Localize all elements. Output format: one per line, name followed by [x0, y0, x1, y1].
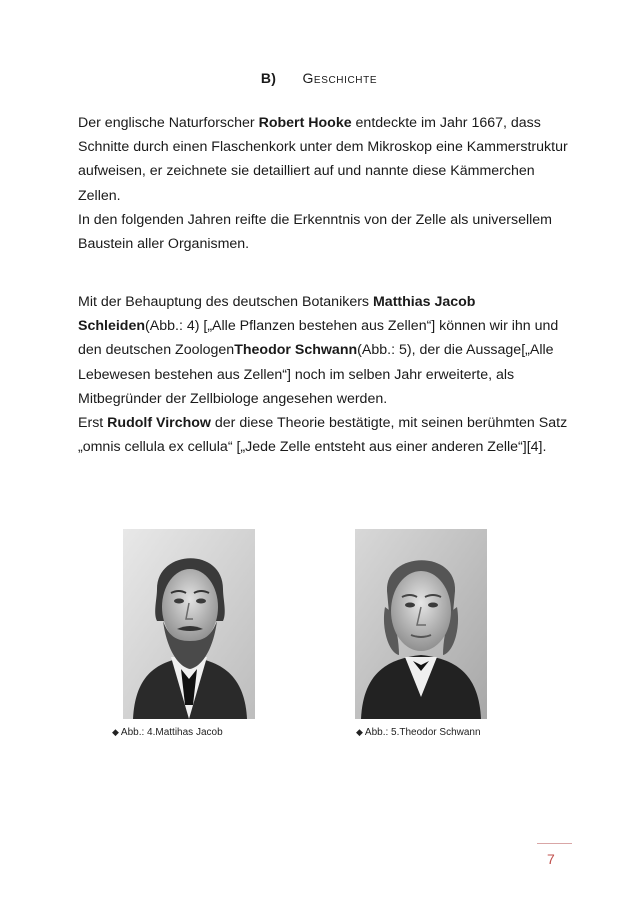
bullet-icon: ◆ [356, 727, 363, 737]
paragraph-virchow [78, 411, 573, 459]
text-run: Mit der Behauptung des deutschen Botanikers [78, 294, 373, 310]
name-rudolf-virchow: Rudolf Virchow [107, 415, 211, 432]
portrait-engraving-2 [355, 529, 487, 719]
paragraph-hooke [78, 111, 573, 208]
text-run: der diese Theorie bestätigte, mit seinen berühmten Satz „omnis cellula ex cellula“ [„Jede Zelle entsteht aus einer anderen Zelle“][4]. [78, 415, 568, 456]
bullet-icon: ◆ [112, 727, 119, 737]
text-run: Der englische Naturforscher [78, 115, 259, 131]
history-paragraphs-1 [78, 111, 573, 256]
caption-text: Abb.: 5.Theodor Schwann [364, 727, 481, 738]
paragraph-schleiden-schwann [78, 290, 573, 411]
text-run: Erst [78, 415, 108, 432]
portrait-schwann-image [355, 529, 487, 719]
figure-caption-4 [112, 727, 223, 738]
portrait-engraving-1 [123, 529, 255, 719]
figure-caption-5 [356, 727, 481, 738]
page-number: 7 [547, 851, 555, 867]
portrait-schleiden-image [123, 529, 255, 719]
name-robert-hooke: Robert Hooke [258, 115, 352, 131]
section-heading [0, 70, 638, 86]
section-label: B) [260, 70, 277, 86]
history-paragraphs-2 [78, 290, 573, 459]
name-matthias-jacob-schleiden: Matthias Jacob Schleiden [78, 294, 476, 335]
name-theodor-schwann: Theodor Schwann [234, 342, 358, 359]
caption-text: Abb.: 4.Mattihas Jacob [120, 727, 223, 738]
text-run: (Abb.: 5), der die Aussage[„Alle Lebewesen bestehen aus Zellen“] noch im selben Jahr erweiterte, als Mitbegründer der Zellbiologe angesehen werden. [78, 342, 554, 407]
footer-divider [537, 843, 572, 844]
text-run: entdeckte im Jahr 1667, dass Schnitte durch einen Flaschenkork unter dem Mikroskop eine Kammerstruktur aufweisen, er zeichnete sie detailliert auf und nannte diese Kämmerchen Zellen. [78, 115, 568, 204]
text-run: (Abb.: 4) [„Alle Pflanzen bestehen aus Zellen“] können wir ihn und den deutschen Zoologen [78, 318, 559, 359]
paragraph-cell-theory: In den folgenden Jahren reifte die Erkenntnis von der Zelle als universellem Baustein aller Organismen. [78, 211, 552, 253]
section-title: Geschichte [302, 70, 378, 86]
